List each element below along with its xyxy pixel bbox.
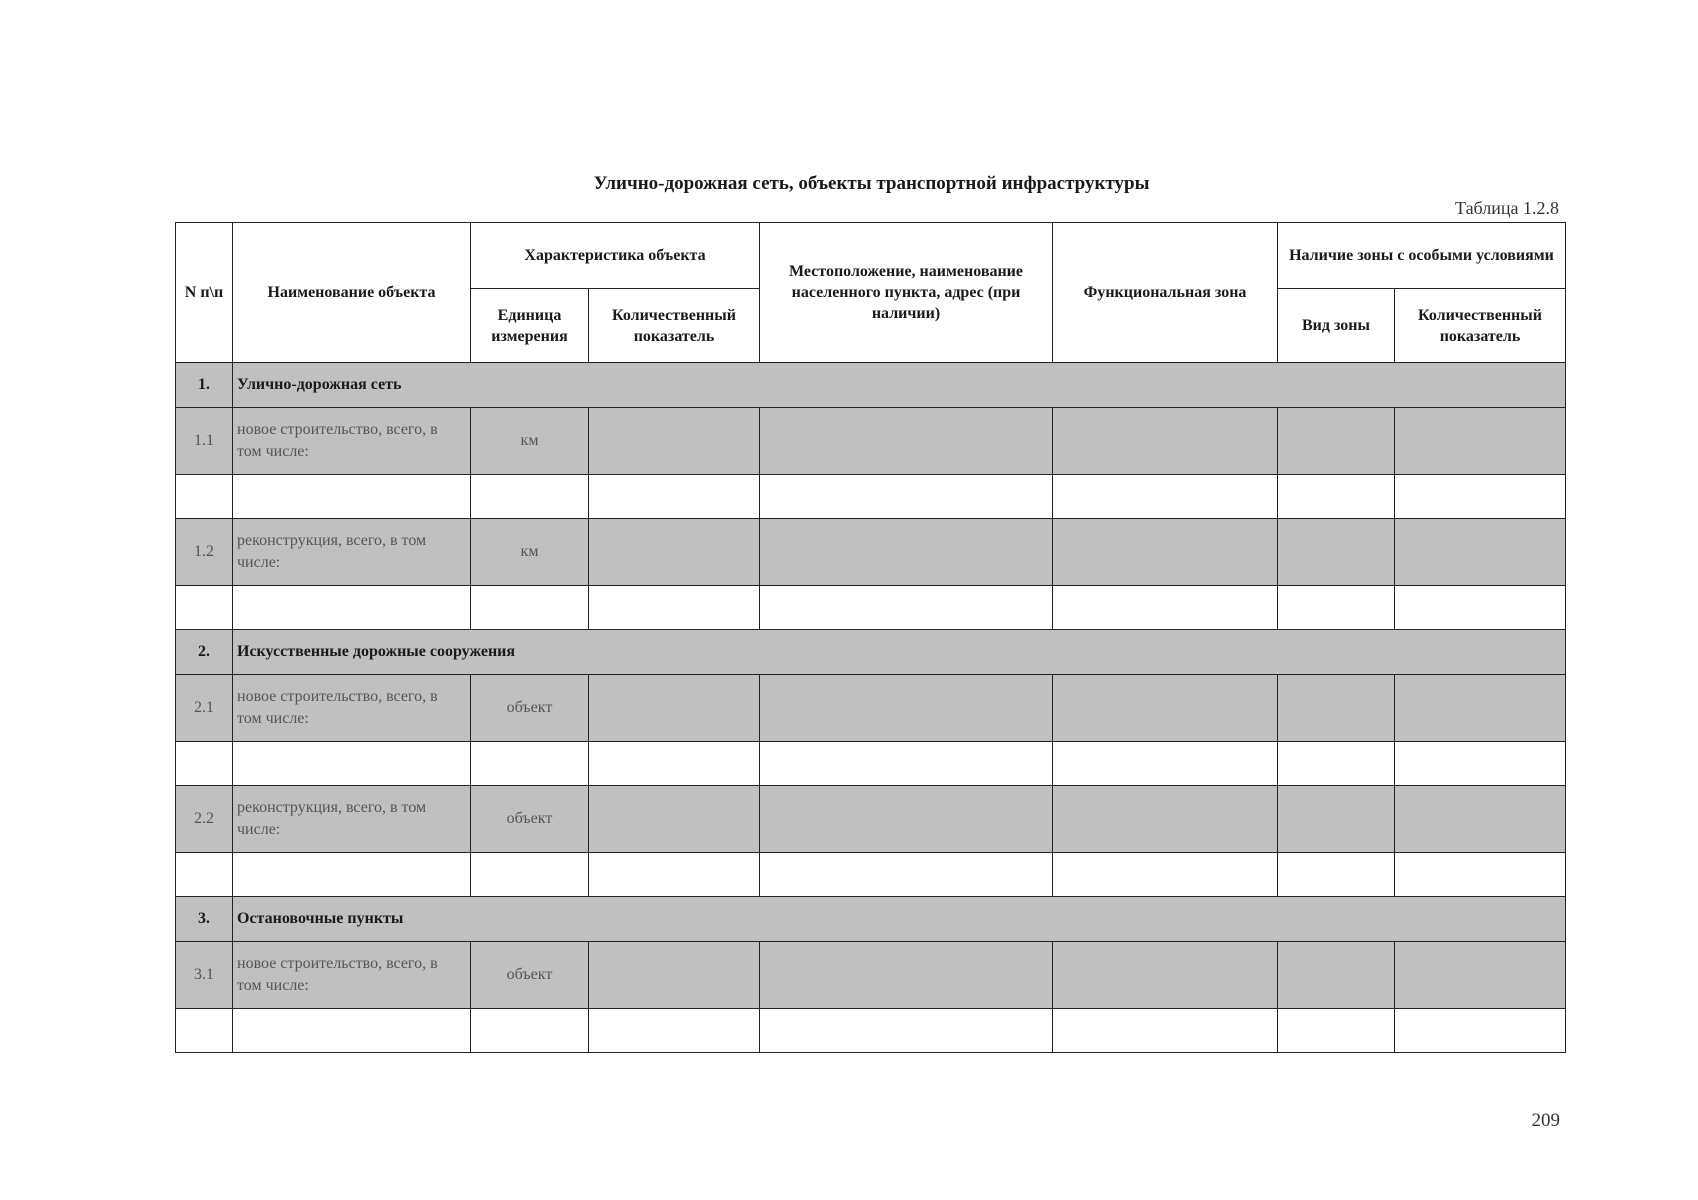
row-name: новое строительство, всего, в том числе: bbox=[233, 408, 471, 475]
row-zone-type bbox=[1278, 519, 1395, 586]
header-num: N п\п bbox=[176, 223, 233, 363]
blank-row bbox=[176, 586, 1566, 630]
row-unit: км bbox=[471, 519, 589, 586]
row-zone-quantity bbox=[1395, 786, 1566, 853]
row-functional-zone bbox=[1053, 786, 1278, 853]
row-number: 1.1 bbox=[176, 408, 233, 475]
table-row bbox=[176, 942, 1566, 1009]
header-zone-type: Вид зоны bbox=[1278, 289, 1395, 363]
section-number: 3. bbox=[176, 897, 233, 942]
row-quantity bbox=[589, 675, 760, 742]
header-characteristic: Характеристика объекта bbox=[471, 223, 760, 289]
header-location: Местоположение, наименование населенного пункта, адрес (при наличии) bbox=[760, 223, 1053, 363]
table-row bbox=[176, 786, 1566, 853]
row-zone-type bbox=[1278, 408, 1395, 475]
row-number: 1.2 bbox=[176, 519, 233, 586]
row-location bbox=[760, 786, 1053, 853]
row-unit: объект bbox=[471, 675, 589, 742]
blank-row bbox=[176, 742, 1566, 786]
row-unit: объект bbox=[471, 942, 589, 1009]
row-zone-quantity bbox=[1395, 675, 1566, 742]
table-header bbox=[176, 223, 1566, 363]
blank-row bbox=[176, 1009, 1566, 1053]
blank-row bbox=[176, 853, 1566, 897]
row-zone-quantity bbox=[1395, 519, 1566, 586]
row-unit: объект bbox=[471, 786, 589, 853]
header-name: Наименование объекта bbox=[233, 223, 471, 363]
table-number: Таблица 1.2.8 bbox=[1455, 198, 1559, 218]
row-unit: км bbox=[471, 408, 589, 475]
header-unit: Единица измерения bbox=[471, 289, 589, 363]
row-quantity bbox=[589, 408, 760, 475]
section-number: 1. bbox=[176, 363, 233, 408]
row-number: 2.2 bbox=[176, 786, 233, 853]
row-zone-type bbox=[1278, 675, 1395, 742]
row-functional-zone bbox=[1053, 408, 1278, 475]
document-title: Улично-дорожная сеть, объекты транспортной инфраструктуры bbox=[593, 173, 1150, 194]
row-functional-zone bbox=[1053, 519, 1278, 586]
section-number: 2. bbox=[176, 630, 233, 675]
row-quantity bbox=[589, 786, 760, 853]
row-name: реконструкция, всего, в том числе: bbox=[233, 786, 471, 853]
row-functional-zone bbox=[1053, 942, 1278, 1009]
section-name: Остановочные пункты bbox=[233, 897, 1566, 942]
row-number: 3.1 bbox=[176, 942, 233, 1009]
header-special-zone: Наличие зоны с особыми условиями bbox=[1278, 223, 1566, 289]
table-row bbox=[176, 675, 1566, 742]
table-row bbox=[176, 408, 1566, 475]
row-name: новое строительство, всего, в том числе: bbox=[233, 942, 471, 1009]
row-zone-type bbox=[1278, 942, 1395, 1009]
row-name: реконструкция, всего, в том числе: bbox=[233, 519, 471, 586]
row-zone-quantity bbox=[1395, 942, 1566, 1009]
table-row bbox=[176, 519, 1566, 586]
section-row bbox=[176, 363, 1566, 408]
row-zone-type bbox=[1278, 786, 1395, 853]
blank-row bbox=[176, 475, 1566, 519]
row-location bbox=[760, 519, 1053, 586]
section-row bbox=[176, 897, 1566, 942]
section-row bbox=[176, 630, 1566, 675]
infrastructure-table bbox=[175, 222, 1566, 1053]
header-zone-quantity: Количественный показатель bbox=[1395, 289, 1566, 363]
header-functional-zone: Функциональная зона bbox=[1053, 223, 1278, 363]
row-location bbox=[760, 675, 1053, 742]
row-quantity bbox=[589, 519, 760, 586]
section-name: Искусственные дорожные сооружения bbox=[233, 630, 1566, 675]
section-name: Улично-дорожная сеть bbox=[233, 363, 1566, 408]
row-functional-zone bbox=[1053, 675, 1278, 742]
header-quantity: Количественный показатель bbox=[589, 289, 760, 363]
page-number: 209 bbox=[1531, 1110, 1560, 1131]
row-quantity bbox=[589, 942, 760, 1009]
row-name: новое строительство, всего, в том числе: bbox=[233, 675, 471, 742]
table-body bbox=[176, 363, 1566, 1053]
row-number: 2.1 bbox=[176, 675, 233, 742]
row-location bbox=[760, 942, 1053, 1009]
row-location bbox=[760, 408, 1053, 475]
row-zone-quantity bbox=[1395, 408, 1566, 475]
